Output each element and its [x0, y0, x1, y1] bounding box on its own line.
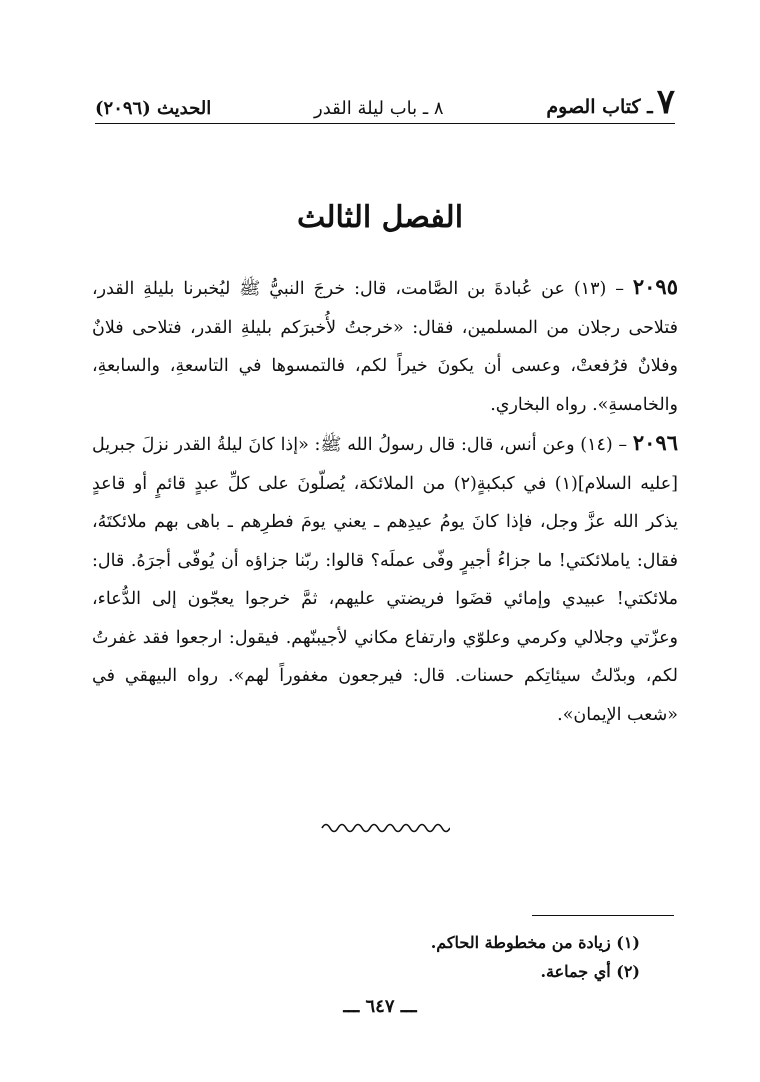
- chapter-number: ٧: [656, 82, 675, 122]
- hadith-range: الحديث (٢٠٩٦): [95, 98, 212, 119]
- hadith-text: – (١٣) عن عُبادةَ بن الصَّامت، قال: خرجَ النبيُّ ﷺ ليُخبرنا بليلةِ القدر، فتلاحى رجلان من المسلمين، فقال: «خرجتُ لأُخبرَكم بليلةِ القدر، فتلاحى فلانٌ وفلانٌ فرُفعتْ، وعسى أن يكونَ خيراً لكم، فالتمسوها في التاسعةِ، والسابعةِ، والخامسةِ». رواه البخاري.: [92, 279, 678, 415]
- section-title: ٨ ـ باب ليلة القدر: [314, 98, 444, 119]
- chapter-title: ـ كتاب الصوم: [546, 96, 653, 118]
- hadith-text: – (١٤) وعن أنس، قال: قال رسولُ الله ﷺ: «إذا كانَ ليلةُ القدر نزلَ جبريل [عليه السلام](١) في كبكبةٍ(٢) من الملائكة، يُصلّونَ على كلِّ عبدٍ قائمٍ أو قاعدٍ يذكر الله عزَّ وجل، فإذا كانَ يومُ عيدِهم ـ يعني يومَ فطرِهم ـ باهى بهم ملائكتَهُ، فقال: ياملائكتي! ما جزاءُ أجيرٍ وفّى عملَه؟ قالوا: ربّنا جزاؤه أن يُوفّى أجرَهُ. قال: ملائكتي! عبيدي وإمائي قضَوا فريضتي عليهم، ثمَّ خرجوا يعجّون إلى الدُّعاء، وعزّتي وجلالي وكرمي وعلوّي وارتفاع مكاني لأجيبنّهم. فيقول: ارجعوا فقد غفرتُ لكم، وبدّلتُ سيئاتِكم حسنات. قال: فيرجعون مغفوراً لهم». رواه البيهقي في «شعب الإيمان».: [92, 435, 678, 725]
- footnote: (٢) أي جماعة.: [540, 962, 640, 981]
- hadith-number: ٢٠٩٦: [632, 430, 678, 455]
- chapter-heading: [546, 82, 675, 122]
- footnote-separator: [532, 915, 674, 916]
- hadith-number: ٢٠٩٥: [632, 274, 678, 299]
- page-number: ـــ ٦٤٧ ـــ: [343, 996, 417, 1017]
- hadith-paragraph: [92, 268, 678, 424]
- main-text: [92, 268, 678, 734]
- section-heading: الفصل الثالث: [296, 200, 464, 235]
- hadith-paragraph: [92, 424, 678, 734]
- footnotes: [300, 928, 640, 986]
- footnote: (١) زيادة من مخطوطة الحاكم.: [430, 933, 640, 952]
- running-header: [95, 84, 675, 124]
- wavy-divider-ornament: [320, 820, 450, 834]
